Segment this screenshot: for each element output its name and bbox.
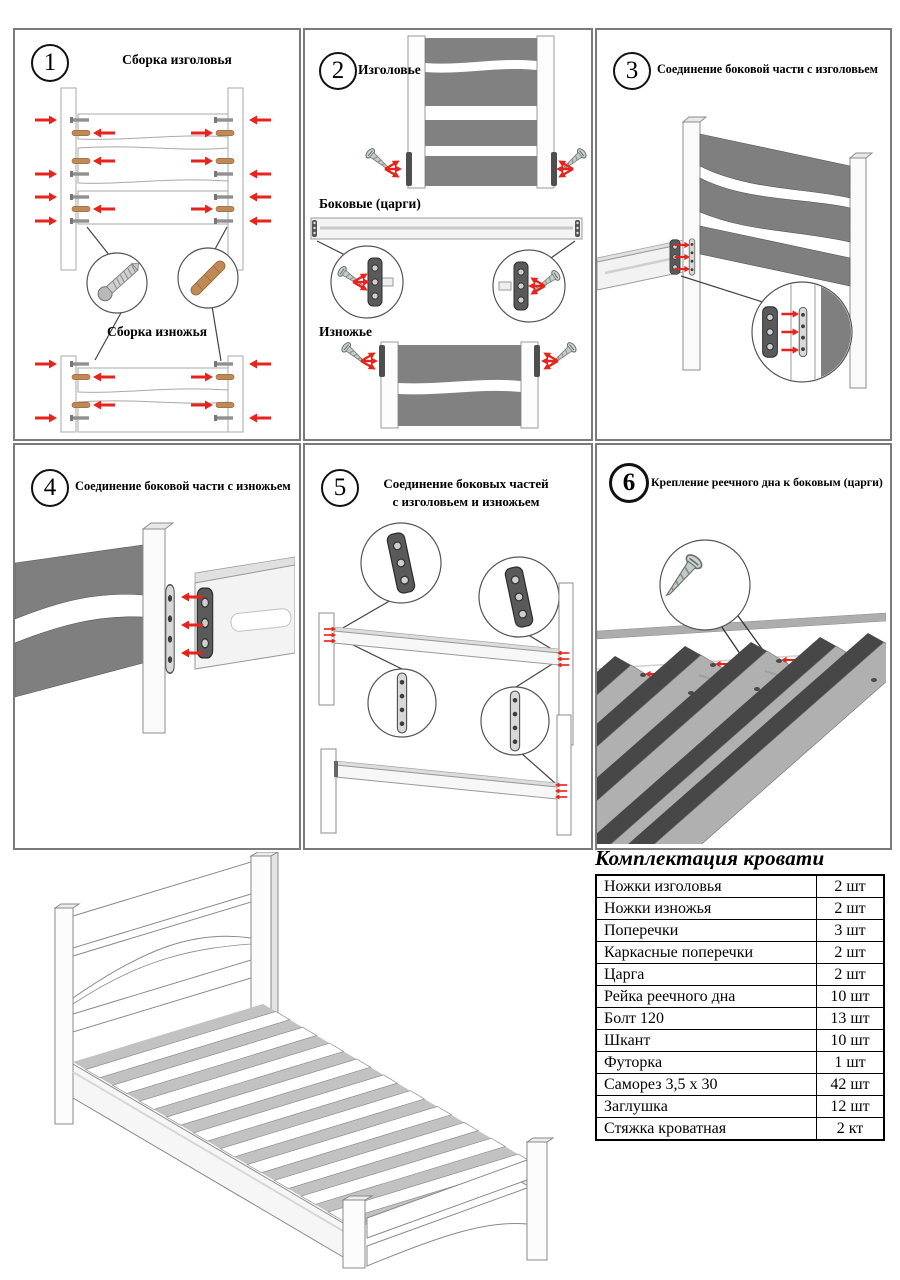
footboard-gray-panels <box>15 545 143 697</box>
part-qty: 2 шт <box>817 964 885 986</box>
footboard-post <box>143 529 165 733</box>
pin-strip-icon <box>166 585 174 673</box>
arrow-fan <box>359 349 378 372</box>
table-row <box>596 942 884 964</box>
step-number-badge: 3 <box>613 52 651 90</box>
bracket-icon <box>197 588 212 658</box>
footboard-gray-boards <box>398 345 521 426</box>
panel6-drawing <box>597 445 886 844</box>
panel-step-1 <box>13 28 301 441</box>
table-row <box>596 1052 884 1074</box>
table-row <box>596 1030 884 1052</box>
panel1-drawing <box>15 30 295 435</box>
panel-step-2 <box>303 28 593 441</box>
pin-strip-icon <box>397 673 406 733</box>
panel2-label-headboard: Изголовье <box>358 62 421 77</box>
head-post-near <box>55 908 73 1124</box>
bed-slats <box>597 633 886 844</box>
parts-table <box>595 874 885 1141</box>
pin-strip-icon <box>689 239 695 275</box>
panel3-drawing <box>597 30 886 435</box>
mount-plate <box>379 345 385 377</box>
part-qty: 12 шт <box>817 1096 885 1118</box>
part-qty: 42 шт <box>817 1074 885 1096</box>
panel1-title-footboard: Сборка изножья <box>106 324 208 339</box>
part-name: Болт 120 <box>596 1008 817 1030</box>
arrow-fan <box>383 157 402 180</box>
panel-step-6 <box>595 443 892 850</box>
part-name: Ножки изножья <box>596 898 817 920</box>
panel-step-4 <box>13 443 301 850</box>
panel4-title: Соединение боковой части с изножьем <box>75 479 291 493</box>
bracket-icon <box>368 258 382 306</box>
panel5-title-line1: Соединение боковых частей <box>383 476 549 491</box>
bracket-icon <box>763 307 778 357</box>
table-row <box>596 898 884 920</box>
mount-plate <box>534 345 540 377</box>
part-name: Заглушка <box>596 1096 817 1118</box>
part-name: Рейка реечного дна <box>596 986 817 1008</box>
part-name: Саморез 3,5 x 30 <box>596 1074 817 1096</box>
table-row <box>596 920 884 942</box>
post <box>557 715 571 835</box>
panel-step-5 <box>303 443 593 850</box>
step-number-badge: 1 <box>31 44 69 82</box>
step-number-badge: 6 <box>609 463 649 503</box>
headboard-post-right <box>850 158 866 388</box>
headboard-post-right <box>228 88 243 270</box>
step-number-badge: 5 <box>321 469 359 507</box>
table-row <box>596 1118 884 1141</box>
panel2-label-footboard: Изножье <box>319 324 373 339</box>
part-name: Шкант <box>596 1030 817 1052</box>
footboard-post-right <box>228 356 243 432</box>
panel3-title: Соединение боковой части с изголовьем <box>657 62 878 76</box>
joint-ticks <box>555 783 567 800</box>
table-row <box>596 986 884 1008</box>
table-row <box>596 1074 884 1096</box>
part-qty: 2 кт <box>817 1118 885 1141</box>
part-qty: 2 шт <box>817 898 885 920</box>
panel1-title-headboard: Сборка изголовья <box>122 52 232 67</box>
part-name: Ножки изголовья <box>596 875 817 898</box>
table-row <box>596 1008 884 1030</box>
part-name: Каркасные поперечки <box>596 942 817 964</box>
panel6-title: Крепление реечного дна к боковым (царги) <box>651 475 883 489</box>
part-name: Поперечки <box>596 920 817 942</box>
step-number-badge: 2 <box>319 52 357 90</box>
pin-strip-icon <box>799 307 807 356</box>
table-row <box>596 964 884 986</box>
table-row <box>596 1096 884 1118</box>
headboard-gray-boards <box>425 38 537 186</box>
post <box>321 749 336 833</box>
mount-plate <box>406 152 412 186</box>
panel5-title-line2: с изголовьем и изножьем <box>392 494 540 510</box>
panel5-title <box>355 475 577 511</box>
part-name: Царга <box>596 964 817 986</box>
part-name: Футорка <box>596 1052 817 1074</box>
headboard-slats <box>700 134 850 286</box>
assembled-bed-illustration <box>15 852 590 1272</box>
side-rail-edge <box>597 613 886 639</box>
table-row <box>596 875 884 898</box>
part-name: Стяжка кроватная <box>596 1118 817 1141</box>
headboard-post-left <box>61 88 76 270</box>
part-qty: 10 шт <box>817 986 885 1008</box>
part-qty: 1 шт <box>817 1052 885 1074</box>
step-number-badge: 4 <box>31 469 69 507</box>
pin-strip-icon <box>510 691 519 751</box>
foot-post-near <box>343 1200 365 1268</box>
part-qty: 2 шт <box>817 875 885 898</box>
arrow-fan <box>541 349 560 372</box>
rail-end-plate <box>334 761 338 777</box>
panel-step-3 <box>595 28 892 441</box>
panel2-label-sides: Боковые (царги) <box>319 196 421 211</box>
part-qty: 13 шт <box>817 1008 885 1030</box>
parts-table-title: Комплектация кровати <box>595 846 825 870</box>
panel2-drawing <box>305 30 587 435</box>
part-qty: 3 шт <box>817 920 885 942</box>
part-qty: 2 шт <box>817 942 885 964</box>
footboard-post-left <box>61 356 76 432</box>
bracket-icon <box>514 262 528 310</box>
part-qty: 10 шт <box>817 1030 885 1052</box>
foot-post-far <box>527 1142 547 1260</box>
